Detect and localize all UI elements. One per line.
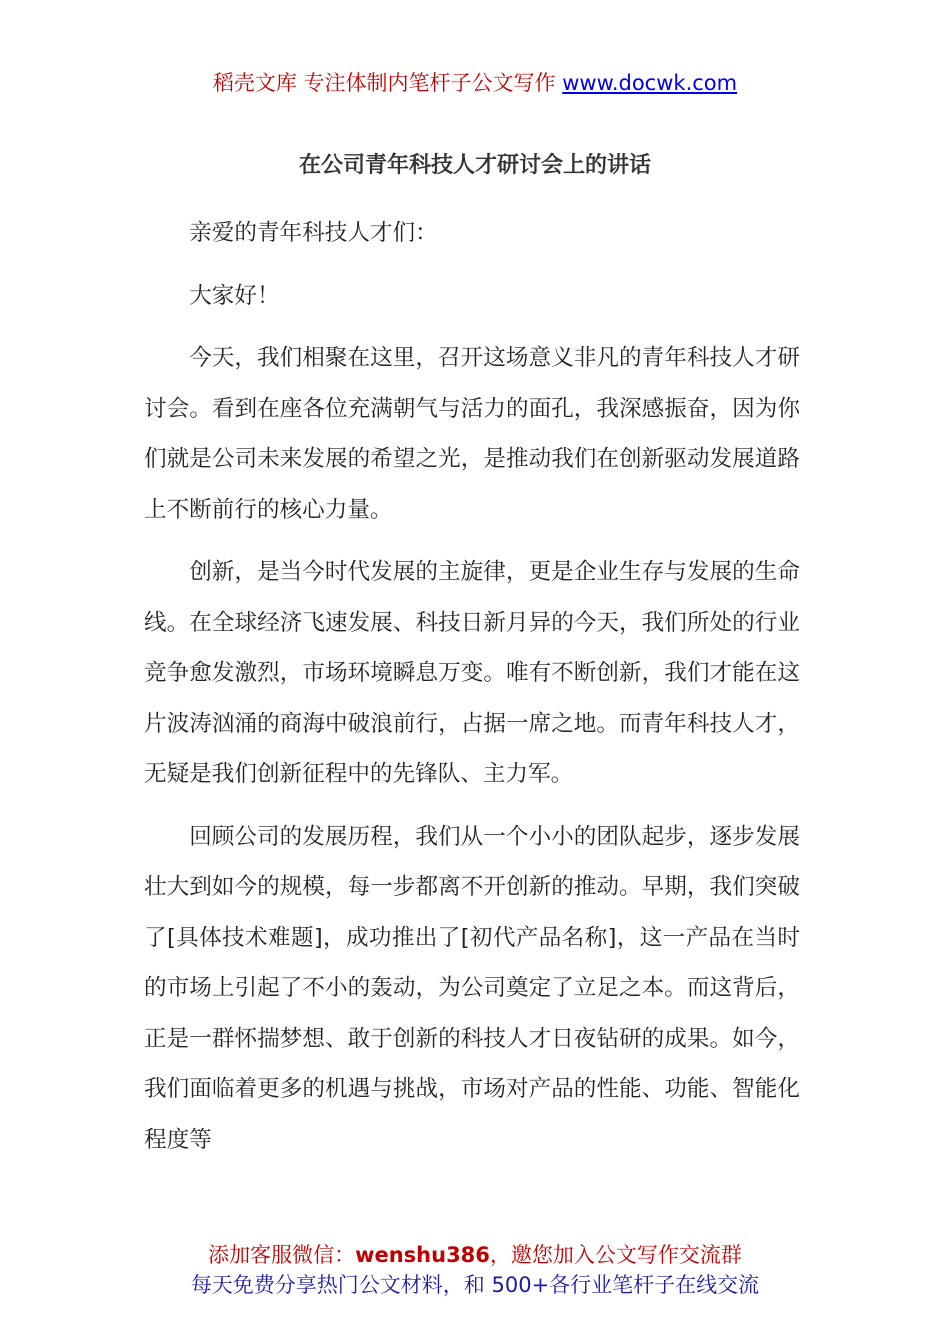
paragraph-1: 今天，我们相聚在这里，召开这场意义非凡的青年科技人才研讨会。看到在座各位充满朝气与活力的面孔，我深感振奋，因为你们就是公司未来发展的希望之光，是推动我们在创新驱动发展道路上不断前行的核心力量。	[144, 345, 800, 523]
page-footer	[0, 1240, 950, 1300]
footer-wechat-prefix: 添加客服微信：	[208, 1243, 356, 1267]
paragraph-3: 回顾公司的发展历程，我们从一个小小的团队起步，逐步发展壮大到如今的规模，每一步都离不开创新的推动。早期，我们突破了[具体技术难题]，成功推出了[初代产品名称]，这一产品在当时的市场上引起了不小的轰动，为公司奠定了立足之本。而这背后，正是一群怀揣梦想、敢于创新的科技人才日夜钻研的成果。如今，我们面临着更多的机遇与挑战，市场对产品的性能、功能、智能化程度等	[144, 823, 800, 1153]
greeting: 大家好！	[189, 282, 280, 309]
document-title: 在公司青年科技人才研讨会上的讲话	[298, 153, 651, 178]
page-header	[0, 68, 950, 98]
footer-wechat-suffix: ，邀您加入公文写作交流群	[489, 1243, 742, 1267]
paragraph-2: 创新，是当今时代发展的主旋律，更是企业生存与发展的生命线。在全球经济飞速发展、科技日新月异的今天，我们所处的行业竞争愈发激烈，市场环境瞬息万变。唯有不断创新，我们才能在这片波涛汹涌的商海中破浪前行，占据一席之地。而青年科技人才，无疑是我们创新征程中的先锋队、主力军。	[144, 559, 800, 787]
site-name: 稻壳文库 专注体制内笔杆子公文写作	[212, 71, 563, 95]
site-link[interactable]: www.docwk.com	[562, 71, 738, 95]
footer-share-line: 每天免费分享热门公文材料，和 500+各行业笔杆子在线交流	[190, 1273, 760, 1297]
footer-wechat-line	[0, 1240, 950, 1270]
document-body	[144, 208, 800, 1177]
wechat-id: wenshu386	[355, 1243, 490, 1267]
salutation: 亲爱的青年科技人才们：	[189, 220, 438, 246]
